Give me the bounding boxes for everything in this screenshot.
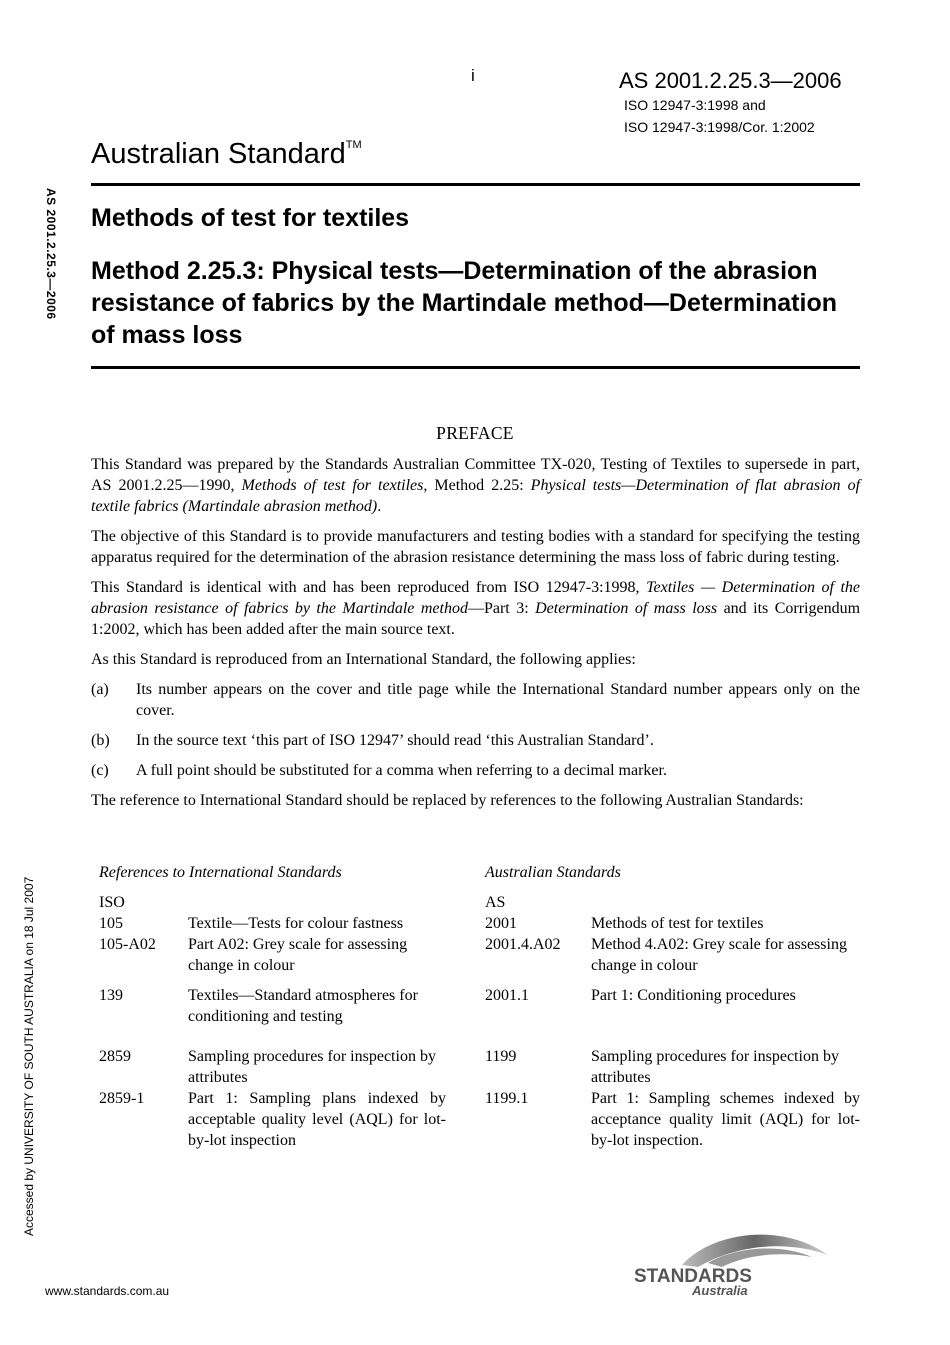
- iso-number: 2859: [99, 1048, 131, 1065]
- iso-title: Textile—Tests for colour fastness: [188, 915, 404, 932]
- footer-url[interactable]: www.standards.com.au: [45, 1284, 170, 1298]
- list-item: [91, 679, 860, 721]
- preface-heading: PREFACE: [436, 423, 514, 443]
- standard-number: AS 2001.2.25.3—2006: [619, 68, 842, 93]
- list-label: (c): [91, 762, 109, 779]
- iso-title: Part A02: Grey scale for assessing change in colour: [188, 936, 408, 974]
- top-divider: [91, 183, 860, 186]
- paragraph-4: As this Standard is reproduced from an International Standard, the following applies:: [91, 651, 636, 668]
- references-header: [99, 862, 860, 892]
- as-number: 2001.1: [485, 987, 529, 1004]
- method-title: Method 2.25.3: Physical tests—Determination of the abrasion resistance of fabrics by the Martindale method—Determination of mass loss: [91, 257, 837, 349]
- as-number: 1199.1: [485, 1090, 529, 1107]
- as-number: 1199: [485, 1048, 517, 1065]
- header-international: References to International Standards: [99, 864, 342, 881]
- list-text: A full point should be substituted for a comma when referring to a decimal marker.: [136, 762, 667, 779]
- series-title: Methods of test for textiles: [91, 204, 410, 232]
- brand-text: Australian Standard: [91, 138, 346, 170]
- as-title: Method 4.A02: Grey scale for assessing change in colour: [591, 936, 847, 974]
- list-item: [91, 760, 860, 781]
- as-title: Part 1: Conditioning procedures: [591, 987, 796, 1004]
- list-item: [91, 730, 860, 751]
- table-row: [99, 913, 860, 934]
- trademark: TM: [345, 139, 362, 151]
- iso-number: 139: [99, 987, 123, 1004]
- iso-number: ISO: [99, 894, 125, 911]
- as-number: AS: [485, 894, 506, 911]
- iso-number: 105: [99, 915, 123, 932]
- as-number: 2001.4.A02: [485, 936, 561, 953]
- iso-title: Part 1: Sampling plans indexed by acceptable quality level (AQL) for lot-by-lot inspection: [188, 1090, 446, 1149]
- logo-main-text: STANDARDS: [634, 1266, 752, 1287]
- table-row: [99, 934, 860, 985]
- as-title: Sampling procedures for inspection by attributes: [591, 1048, 839, 1086]
- paragraph-5: The reference to International Standard should be replaced by references to the following Australian Standards:: [91, 792, 804, 809]
- table-row: [99, 985, 860, 1046]
- as-title: Methods of test for textiles: [591, 915, 764, 932]
- logo-sub-text: Australia: [692, 1283, 748, 1298]
- paragraph-3: This Standard is identical with and has been reproduced from ISO 12947-3:1998, Textiles — Determination of the abrasion resistance of fabrics by the Martindale method—Part 3: Determination of mass loss and its Corrigendum 1:2002, which has been added after the main source text.: [91, 579, 861, 638]
- as-title: Part 1: Sampling schemes indexed by acceptance quality limit (AQL) for lot-by-lot inspection.: [591, 1090, 860, 1149]
- list-text: In the source text ‘this part of ISO 12947’ should read ‘this Australian Standard’.: [136, 732, 654, 749]
- as-number: 2001: [485, 915, 517, 932]
- iso-reference-1: ISO 12947-3:1998 and: [624, 97, 766, 113]
- iso-reference-2: ISO 12947-3:1998/Cor. 1:2002: [624, 119, 815, 135]
- paragraph-2: The objective of this Standard is to provide manufacturers and testing bodies with a standard for specifying the testing apparatus required for the determination of the abrasion resistance determining the mass loss of fabric during testing.: [91, 528, 860, 566]
- paragraph-1: This Standard was prepared by the Standards Australian Committee TX-020, Testing of Textiles to supersede in part, AS 2001.2.25—1990, Methods of test for textiles, Method 2.25: Physical tests—Determination of flat abrasion of textile fabrics (Martindale abrasion method).: [91, 456, 861, 515]
- iso-number: 2859-1: [99, 1090, 145, 1107]
- iso-title: Sampling procedures for inspection by attributes: [188, 1048, 436, 1086]
- list-label: (a): [91, 681, 109, 698]
- side-standard-label: AS 2001.2.25.3—2006: [44, 188, 58, 320]
- list-text: Its number appears on the cover and title page while the International Standard number appears only on the cover.: [136, 681, 860, 719]
- table-row: [99, 892, 860, 913]
- list-label: (b): [91, 732, 110, 749]
- references-table: [99, 862, 860, 1151]
- iso-number: 105-A02: [99, 936, 156, 953]
- brand-title: [91, 138, 362, 171]
- access-note: Accessed by UNIVERSITY OF SOUTH AUSTRALIA on 18 Jul 2007: [22, 876, 36, 1236]
- preface-body: [91, 454, 860, 820]
- bottom-divider: [91, 366, 860, 369]
- page-number: i: [471, 66, 475, 85]
- logo-swoosh-icon: [630, 1225, 830, 1300]
- header-australian: Australian Standards: [485, 864, 621, 881]
- standards-australia-logo: [630, 1225, 830, 1300]
- table-row: [99, 1088, 860, 1151]
- table-row: [99, 1046, 860, 1088]
- iso-title: Textiles—Standard atmospheres for conditioning and testing: [188, 987, 418, 1025]
